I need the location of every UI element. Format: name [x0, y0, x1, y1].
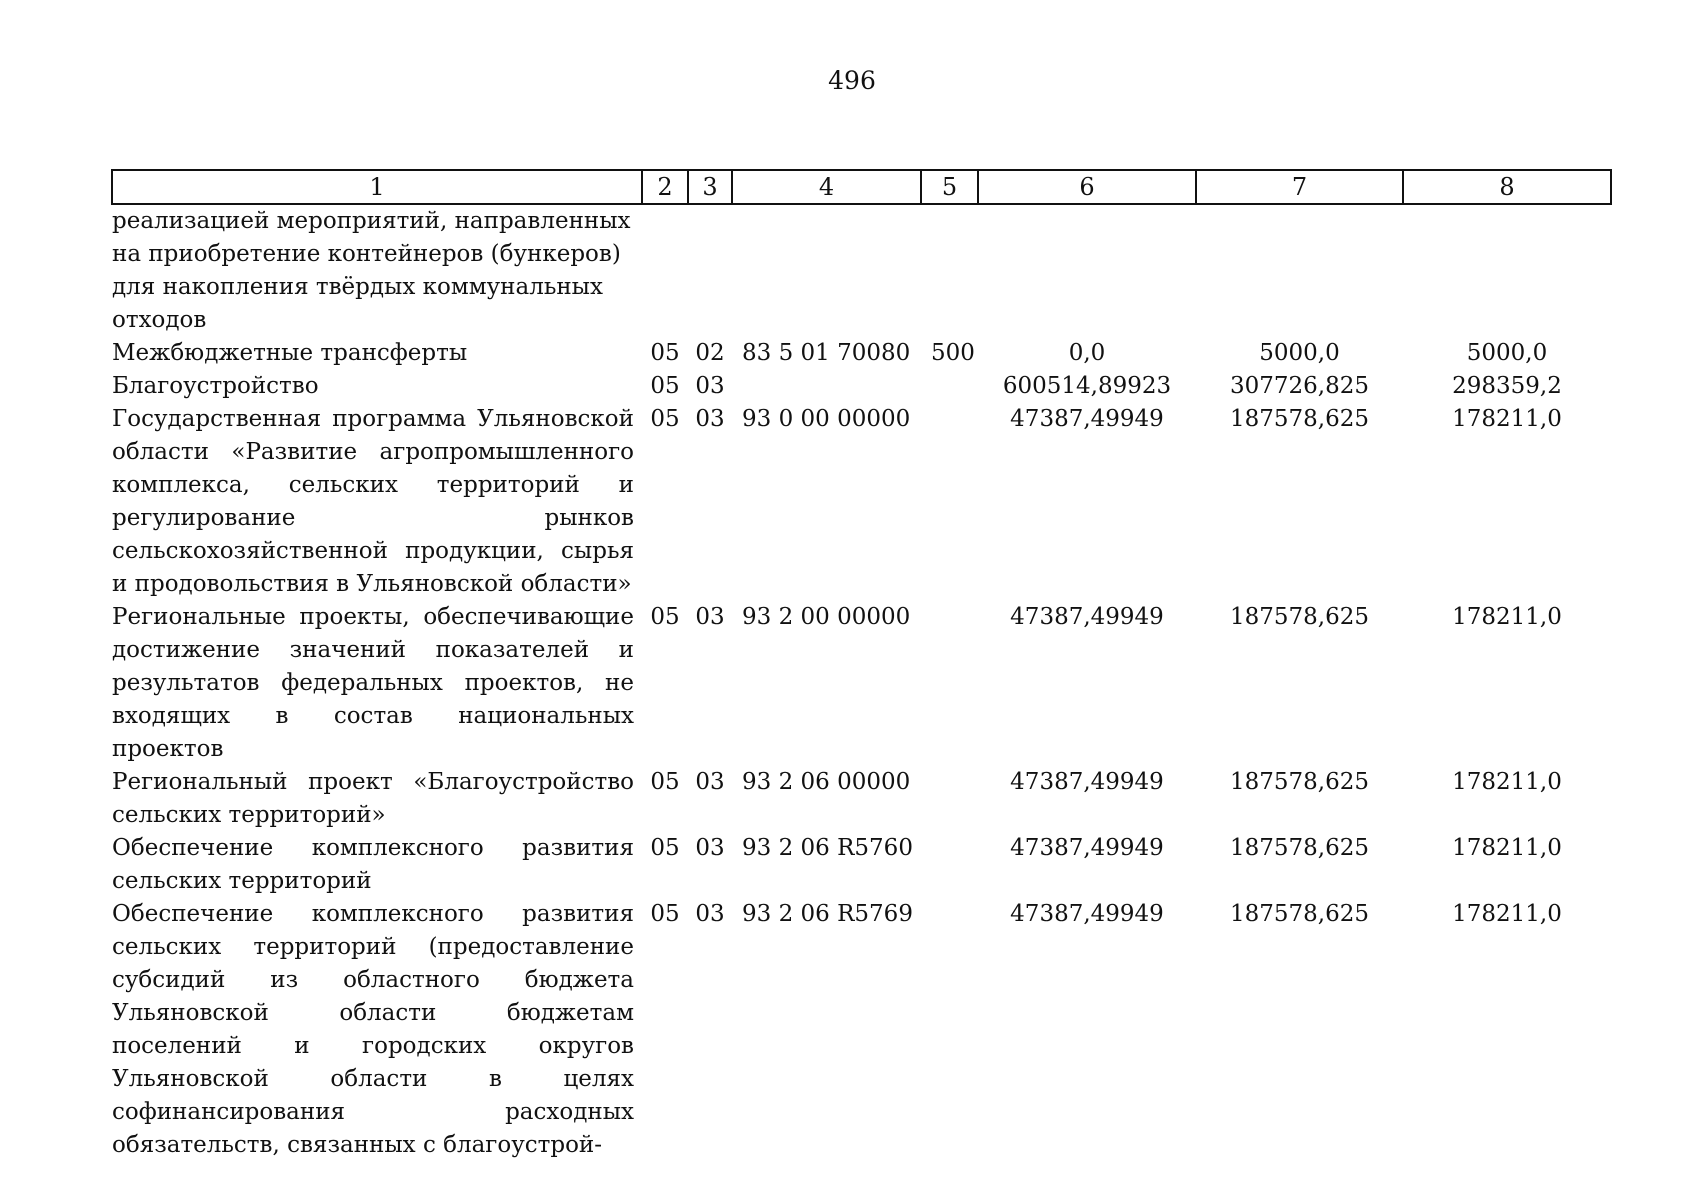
column-header-7: 7	[1196, 170, 1403, 204]
row-section-code: 05	[650, 604, 680, 630]
row-amount-col6: 47387,49949	[1010, 901, 1164, 927]
row-section-code: 05	[650, 373, 680, 399]
row-amount-col6: 47387,49949	[1010, 769, 1164, 795]
row-expense-type: 500	[931, 340, 975, 366]
row-section-code: 05	[650, 769, 680, 795]
row-target-article: 93 2 06 R5760	[742, 835, 913, 861]
column-header-6: 6	[978, 170, 1196, 204]
table-row	[112, 832, 1611, 898]
row-amount-col8: 178211,0	[1452, 835, 1562, 861]
row-expense-type	[921, 601, 978, 766]
column-header-2: 2	[642, 170, 688, 204]
row-amount-col8: 178211,0	[1452, 604, 1562, 630]
row-target-article	[732, 370, 921, 403]
row-subsection-code: 03	[695, 901, 725, 927]
row-amount-col6	[978, 204, 1196, 337]
row-expense-type	[921, 898, 978, 1162]
table-row	[112, 403, 1611, 601]
row-amount-col7: 187578,625	[1229, 604, 1369, 630]
row-section-code: 05	[650, 340, 680, 366]
table-row	[112, 337, 1611, 370]
page-number: 496	[828, 66, 876, 95]
row-amount-col6: 47387,49949	[1010, 835, 1164, 861]
row-target-article: 83 5 01 70080	[742, 340, 911, 366]
row-amount-col6: 600514,89923	[1002, 373, 1172, 399]
row-expense-type	[921, 403, 978, 601]
row-subsection-code	[688, 204, 732, 337]
row-amount-col8: 178211,0	[1452, 901, 1562, 927]
row-expense-type	[921, 370, 978, 403]
row-amount-col8: 178211,0	[1452, 769, 1562, 795]
row-amount-col6: 47387,49949	[1010, 406, 1164, 432]
table-row	[112, 370, 1611, 403]
column-header-8: 8	[1403, 170, 1611, 204]
row-amount-col6: 0,0	[1068, 340, 1106, 366]
table-row	[112, 898, 1611, 1162]
row-section-code	[642, 204, 688, 337]
row-expense-type	[921, 766, 978, 832]
row-target-article	[732, 204, 921, 337]
row-target-article: 93 2 06 00000	[742, 769, 911, 795]
row-subsection-code: 02	[695, 340, 725, 366]
row-amount-col7	[1196, 204, 1403, 337]
row-amount-col8: 178211,0	[1452, 406, 1562, 432]
row-description: Благоустройство	[112, 373, 319, 399]
row-description: Государственная программа Ульяновской области «Развитие агропромышленного комплекса, сельских территорий и регулирование рынков сельскохозяйственной продукции, сырья и продовольствия в Ульяновской области»	[112, 406, 634, 597]
row-description: Региональный проект «Благоустройство сельских территорий»	[112, 769, 634, 828]
column-header-5: 5	[921, 170, 978, 204]
row-amount-col7: 187578,625	[1229, 901, 1369, 927]
column-header-1: 1	[112, 170, 642, 204]
column-header-3: 3	[688, 170, 732, 204]
row-section-code: 05	[650, 835, 680, 861]
row-subsection-code: 03	[695, 406, 725, 432]
row-section-code: 05	[650, 901, 680, 927]
row-target-article: 93 0 00 00000	[742, 406, 911, 432]
row-expense-type	[921, 832, 978, 898]
row-description: реализацией мероприятий, направленных на приобретение контейнеров (бункеров) для накопления твёрдых коммунальных отходов	[112, 208, 631, 333]
row-description: Региональные проекты, обеспечивающие достижение значений показателей и результатов федеральных проектов, не входящих в состав национальных проектов	[112, 604, 634, 762]
row-section-code: 05	[650, 406, 680, 432]
row-amount-col6: 47387,49949	[1010, 604, 1164, 630]
row-amount-col7: 5000,0	[1259, 340, 1340, 366]
row-amount-col8: 5000,0	[1466, 340, 1548, 366]
row-description: Межбюджетные трансферты	[112, 340, 468, 366]
table-row	[112, 601, 1611, 766]
row-subsection-code: 03	[695, 373, 725, 399]
row-amount-col7: 307726,825	[1229, 373, 1369, 399]
row-target-article: 93 2 06 R5769	[742, 901, 913, 927]
row-amount-col7: 187578,625	[1229, 769, 1369, 795]
row-amount-col8	[1403, 204, 1611, 337]
row-description: Обеспечение комплексного развития сельских территорий (предоставление субсидий из областного бюджета Ульяновской области бюджетам поселений и городских округов Ульяновской области в целях софинансирования расходных обязательств, связанных с благоустрой-	[112, 901, 634, 1158]
column-header-4: 4	[732, 170, 921, 204]
row-amount-col7: 187578,625	[1229, 406, 1369, 432]
table-row	[112, 766, 1611, 832]
table-row	[112, 204, 1611, 337]
row-description: Обеспечение комплексного развития сельских территорий	[112, 835, 634, 894]
row-amount-col7: 187578,625	[1229, 835, 1369, 861]
row-amount-col8: 298359,2	[1452, 373, 1562, 399]
row-target-article: 93 2 00 00000	[742, 604, 911, 630]
row-subsection-code: 03	[695, 769, 725, 795]
row-subsection-code: 03	[695, 835, 725, 861]
table-header-row	[112, 170, 1611, 204]
row-subsection-code: 03	[695, 604, 725, 630]
budget-table	[111, 169, 1612, 1162]
row-expense-type	[921, 204, 978, 337]
